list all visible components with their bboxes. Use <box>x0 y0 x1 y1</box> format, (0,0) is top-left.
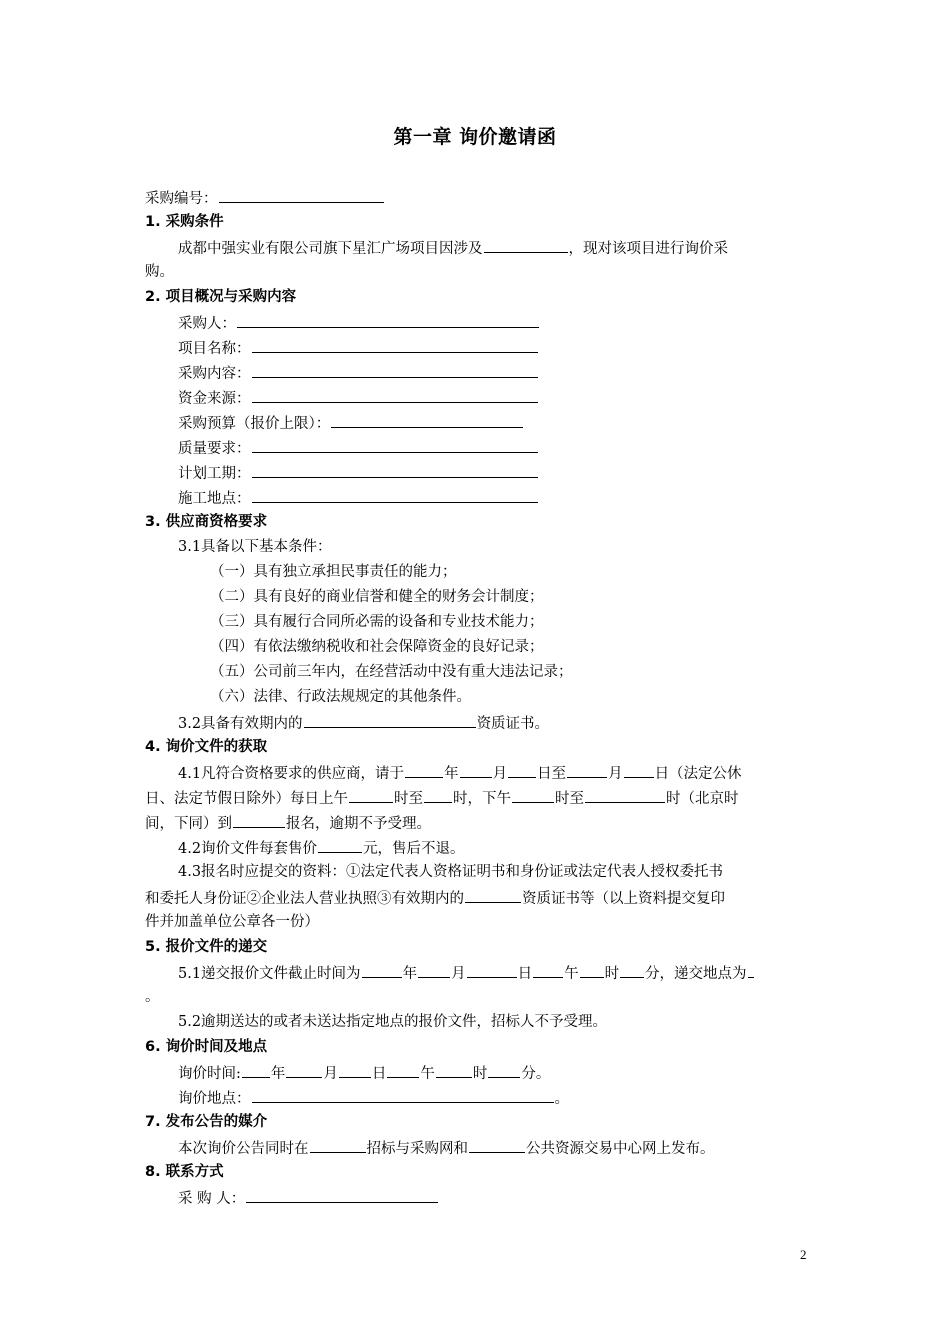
text: 。 <box>554 1091 569 1107</box>
field-label: 采购内容： <box>178 366 251 382</box>
s5-p1-line1 <box>178 963 755 983</box>
s3-item: （五）公司前三年内，在经营活动中没有重大违法记录； <box>210 664 573 680</box>
field-label: 采购预算（报价上限）： <box>178 416 331 432</box>
text: 时至 <box>394 791 423 807</box>
field-blank[interactable] <box>252 388 538 403</box>
blank[interactable] <box>624 763 654 778</box>
text: 日 <box>517 966 533 982</box>
s7-paragraph <box>178 1138 715 1158</box>
text: 4.1凡符合资格要求的供应商，请于 <box>178 766 405 782</box>
s3-item: （四）有依法缴纳税收和社会保障资金的良好记录； <box>210 639 544 655</box>
text: 时，下午 <box>453 791 511 807</box>
text: 年 <box>402 966 418 982</box>
procurement-no-label: 采购编号： <box>145 191 218 207</box>
text: 5.1递交报价文件截止时间为 <box>178 966 361 982</box>
text: 月 <box>492 766 508 782</box>
field-project-name <box>178 338 539 358</box>
s3-cert-text-b: 资质证书。 <box>476 716 550 732</box>
field-blank[interactable] <box>252 363 538 378</box>
s3-item: （二）具有良好的商业信誉和健全的财务会计制度； <box>210 589 544 605</box>
blank[interactable] <box>424 788 452 803</box>
field-location <box>178 488 539 508</box>
s6-place <box>178 1088 569 1108</box>
field-period <box>178 463 539 483</box>
section-7-heading: 7. 发布公告的媒介 <box>145 1114 268 1130</box>
blank[interactable] <box>339 1063 371 1078</box>
blank[interactable] <box>246 1188 438 1203</box>
blank[interactable] <box>460 763 492 778</box>
text: 分。 <box>521 1066 551 1082</box>
text: 和委托人身份证②企业法人营业执照③有效期内的 <box>145 891 464 907</box>
field-label: 质量要求： <box>178 441 251 457</box>
text: 日至 <box>537 766 567 782</box>
field-label: 资金来源： <box>178 391 251 407</box>
blank[interactable] <box>405 763 443 778</box>
page-number: 2 <box>800 1247 807 1262</box>
s4-p1-line2 <box>145 788 739 808</box>
field-label: 采购人： <box>178 316 236 332</box>
s4-p1-line1 <box>178 763 742 783</box>
s4-p3-line1: 4.3报名时应提交的资料：①法定代表人资格证明书和身份证或法定代表人授权委托书 <box>178 864 724 880</box>
blank[interactable] <box>567 763 607 778</box>
s4-p1-line3 <box>145 813 431 833</box>
blank[interactable] <box>387 1063 419 1078</box>
field-blank[interactable] <box>331 413 523 428</box>
text: 采 购 人： <box>178 1191 246 1207</box>
s3-intro: 3.1具备以下基本条件： <box>178 539 332 555</box>
text: 月 <box>451 966 466 982</box>
section-5-heading: 5. 报价文件的递交 <box>145 939 268 955</box>
s1-text-a: 成都中强实业有限公司旗下星汇广场项目因涉及 <box>178 241 483 257</box>
blank[interactable] <box>286 1063 322 1078</box>
s5-p1-line2: 。 <box>145 989 160 1005</box>
procurement-no-blank[interactable] <box>219 188 384 203</box>
blank[interactable] <box>252 1088 554 1103</box>
text: 询价时间: <box>178 1066 241 1082</box>
field-blank[interactable] <box>252 463 538 478</box>
text: 资质证书等（以上资料提交复印 <box>522 891 725 907</box>
field-content <box>178 363 539 383</box>
field-blank[interactable] <box>252 488 538 503</box>
blank[interactable] <box>233 813 285 828</box>
blank[interactable] <box>512 788 554 803</box>
field-purchaser <box>178 313 540 333</box>
blank[interactable] <box>318 838 362 853</box>
field-blank[interactable] <box>252 438 538 453</box>
field-label: 施工地点： <box>178 491 251 507</box>
s5-p2: 5.2逾期送达的或者未送达指定地点的报价文件，招标人不予受理。 <box>178 1014 608 1030</box>
field-label: 计划工期： <box>178 466 251 482</box>
page-title: 第一章 询价邀请函 <box>393 126 557 148</box>
blank[interactable] <box>748 963 754 978</box>
s3-item: （一）具有独立承担民事责任的能力； <box>210 564 457 580</box>
text: 午 <box>420 1066 435 1082</box>
blank[interactable] <box>418 963 450 978</box>
text: 年 <box>270 1066 286 1082</box>
s6-time <box>178 1063 550 1083</box>
text: 元，售后不退。 <box>363 841 465 857</box>
text: 公共资源交易中心网上发布。 <box>526 1141 715 1157</box>
text: 本次询价公告同时在 <box>178 1141 309 1157</box>
blank[interactable] <box>469 1138 525 1153</box>
text: 间，下同）到 <box>145 816 232 832</box>
text: 时至 <box>555 791 584 807</box>
text: 午 <box>564 966 579 982</box>
text: 年 <box>444 766 459 782</box>
blank[interactable] <box>508 763 536 778</box>
blank[interactable] <box>580 963 604 978</box>
blank[interactable] <box>242 1063 270 1078</box>
text: 时（北京时 <box>666 791 739 807</box>
s3-item: （六）法律、行政法规规定的其他条件。 <box>210 689 471 705</box>
text: 分，递交地点为 <box>645 966 747 982</box>
text: 月 <box>608 766 623 782</box>
section-2-heading: 2. 项目概况与采购内容 <box>145 289 297 305</box>
blank[interactable] <box>533 963 563 978</box>
text: 报名，逾期不予受理。 <box>286 816 431 832</box>
blank[interactable] <box>467 963 517 978</box>
text: 询价地点： <box>178 1091 251 1107</box>
section-8-heading: 8. 联系方式 <box>145 1164 224 1180</box>
s1-text-b: ，现对该项目进行询价采 <box>568 241 728 257</box>
section-1-paragraph <box>178 238 728 258</box>
s3-cert-blank[interactable] <box>304 713 476 728</box>
text: 招标与采购网和 <box>366 1141 468 1157</box>
field-blank[interactable] <box>237 313 539 328</box>
field-label: 项目名称： <box>178 341 251 357</box>
s3-item: （三）具有履行合同所必需的设备和专业技术能力； <box>210 614 544 630</box>
s4-p2 <box>178 838 465 858</box>
blank[interactable] <box>585 788 665 803</box>
section-1-heading: 1. 采购条件 <box>145 214 224 230</box>
text: 月 <box>323 1066 338 1082</box>
blank[interactable] <box>362 963 402 978</box>
blank[interactable] <box>310 1138 366 1153</box>
text: 日 <box>371 1066 387 1082</box>
text: 时 <box>472 1066 488 1082</box>
blank[interactable] <box>488 1063 520 1078</box>
field-budget <box>178 413 524 433</box>
procurement-no-line <box>145 188 385 208</box>
s4-p3-line2 <box>145 888 725 908</box>
text: 时 <box>604 966 620 982</box>
section-1-paragraph-cont: 购。 <box>145 264 174 280</box>
text: 日、法定节假日除外）每日上午 <box>145 791 348 807</box>
s3-cert <box>178 713 549 733</box>
s4-p3-line3: 件并加盖单位公章各一份） <box>145 914 319 930</box>
blank[interactable] <box>465 888 521 903</box>
blank[interactable] <box>349 788 393 803</box>
s8-purchaser <box>178 1188 439 1208</box>
field-fund-source <box>178 388 539 408</box>
text: 日（法定公休 <box>654 766 742 782</box>
field-quality <box>178 438 539 458</box>
field-blank[interactable] <box>252 338 538 353</box>
section-6-heading: 6. 询价时间及地点 <box>145 1039 268 1055</box>
section-3-heading: 3. 供应商资格要求 <box>145 514 268 530</box>
text: 4.2询价文件每套售价 <box>178 841 318 857</box>
blank[interactable] <box>620 963 644 978</box>
section-4-heading: 4. 询价文件的获取 <box>145 739 268 755</box>
s3-cert-text-a: 3.2具备有效期内的 <box>178 716 303 732</box>
blank[interactable] <box>436 1063 472 1078</box>
s1-blank[interactable] <box>484 238 568 253</box>
